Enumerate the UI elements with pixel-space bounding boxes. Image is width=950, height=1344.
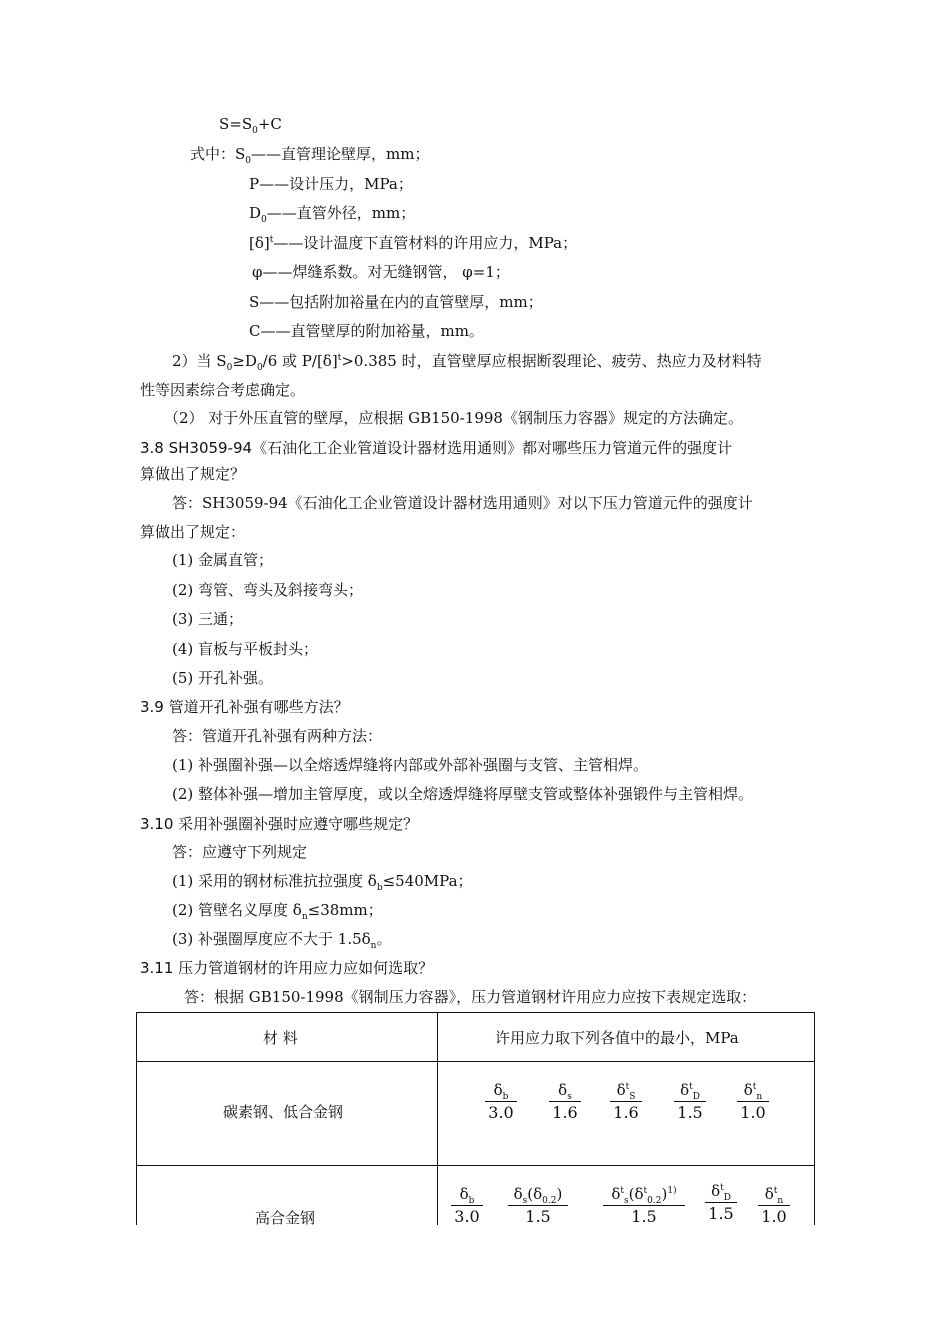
table-column-divider — [437, 1013, 438, 1225]
fraction-delta-tD-over-1-5: $\delta^t_D$ 1.5 — [703, 1180, 739, 1225]
fraction-delta-b-over-3-0: $\delta_b$ 3.0 — [483, 1079, 519, 1124]
fraction-delta-tD-over-1-5: $\delta^t_D$ 1.5 — [672, 1079, 708, 1124]
formula-def-phi: φ——焊缝系数。对无缝钢管， φ=1； — [252, 263, 510, 281]
table-row-divider — [137, 1061, 814, 1062]
allowable-stress-table — [136, 1012, 815, 1225]
question-3-8-title-line1: 3.8 SH3059-94《石油化工企业管道设计器材选用通则》都对哪些压力管道元件的强度计 — [140, 439, 733, 457]
list-item: (2) 弯管、弯头及斜接弯头； — [172, 581, 364, 599]
table-header-stress: 许用应力取下列各值中的最小，MPa — [495, 1029, 739, 1047]
list-item: (1) 金属直管； — [172, 551, 274, 569]
table-row1-material: 碳素钢、低合金钢 — [223, 1103, 344, 1121]
question-3-8-title-line2: 算做出了规定？ — [140, 465, 246, 483]
formula-def-c: C——直管壁厚的附加裕量，mm。 — [249, 322, 484, 340]
list-item: (3) 三通； — [172, 610, 244, 628]
question-3-9-title: 3.9 管道开孔补强有哪些方法？ — [140, 698, 349, 716]
answer-3-10: 答：应遵守下列规定 — [172, 843, 308, 861]
paragraph-external-pressure: （2） 对于外压直管的壁厚，应根据 GB150-1998《钢制压力容器》规定的方法确定。 — [164, 409, 743, 427]
formula-def-stress: $[\delta]^t——$设计温度下直管材料的许用应力，MPa； — [249, 234, 578, 252]
formula-main: $S=S_0+C$ — [219, 115, 282, 136]
list-item: (4) 盲板与平板封头； — [172, 640, 319, 658]
fraction-delta-tS-over-1-6: $\delta^t_S$ 1.6 — [608, 1079, 644, 1124]
paragraph-2-line1: 2）当 $S_0\ge D_0/6$ 或 $P/[\delta]^t>0.385$ 时，直管壁厚应根据断裂理论、疲劳、热应力及材料特 — [172, 352, 762, 373]
paragraph-2-line2: 性等因素综合考虑确定。 — [140, 381, 306, 399]
fraction-delta-b-over-3-0: $\delta_b$ 3.0 — [449, 1183, 485, 1228]
question-3-10-title: 3.10 采用补强圈补强时应遵守哪些规定？ — [140, 815, 419, 833]
formula-def-s0: 式中：$S_0——$直管理论壁厚，mm； — [190, 145, 430, 166]
answer-3-8-line2: 算做出了规定： — [140, 523, 246, 541]
answer-3-8-line1: 答：SH3059-94《石油化工企业管道设计器材选用通则》对以下压力管道元件的强度计 — [172, 494, 753, 512]
fraction-delta-s-over-1-6: $\delta_s$ 1.6 — [547, 1079, 583, 1124]
formula-def-p: P——设计压力，MPa； — [249, 175, 413, 193]
list-item: (1) 补强圈补强—以全熔透焊缝将内部或外部补强圈与支管、主管相焊。 — [172, 756, 649, 774]
list-item: (5) 开孔补强。 — [172, 669, 274, 687]
table-row-divider — [137, 1165, 814, 1166]
table-row2-material: 高合金钢 — [255, 1209, 316, 1227]
list-item: (2) 管壁名义厚度 $\delta_n\le 38mm$； — [172, 901, 383, 922]
list-item: (1) 采用的钢材标准抗拉强度 $\delta_b\le 540MPa$； — [172, 872, 473, 893]
list-item: (3) 补强圈厚度应不大于 $1.5\delta_n$。 — [172, 930, 392, 951]
formula-def-d0: $D_0——$直管外径，mm； — [249, 204, 416, 225]
formula-def-s: S——包括附加裕量在内的直管壁厚，mm； — [249, 293, 543, 311]
fraction-delta-tn-over-1-0: $\delta^t_n$ 1.0 — [756, 1183, 792, 1228]
table-header-material: 材 料 — [263, 1029, 298, 1047]
answer-3-9: 答：管道开孔补强有两种方法： — [172, 727, 383, 745]
answer-3-11: 答：根据 GB150-1998《钢制压力容器》，压力管道钢材许用应力应按下表规定选取： — [184, 988, 757, 1006]
fraction-delta-tn-over-1-0: $\delta^t_n$ 1.0 — [735, 1079, 771, 1124]
fraction-delta-ts-delta-t02-over-1-5: $\delta^t_s(\delta^t_{0.2})^{1)}$ 1.5 — [599, 1183, 689, 1228]
fraction-delta-s-delta-02-over-1-5: $\delta_s(\delta_{0.2})$ 1.5 — [503, 1183, 573, 1228]
question-3-11-title: 3.11 压力管道钢材的许用应力应如何选取？ — [140, 959, 434, 977]
list-item: (2) 整体补强—增加主管厚度，或以全熔透焊缝将厚壁支管或整体补强锻件与主管相焊。 — [172, 785, 754, 803]
